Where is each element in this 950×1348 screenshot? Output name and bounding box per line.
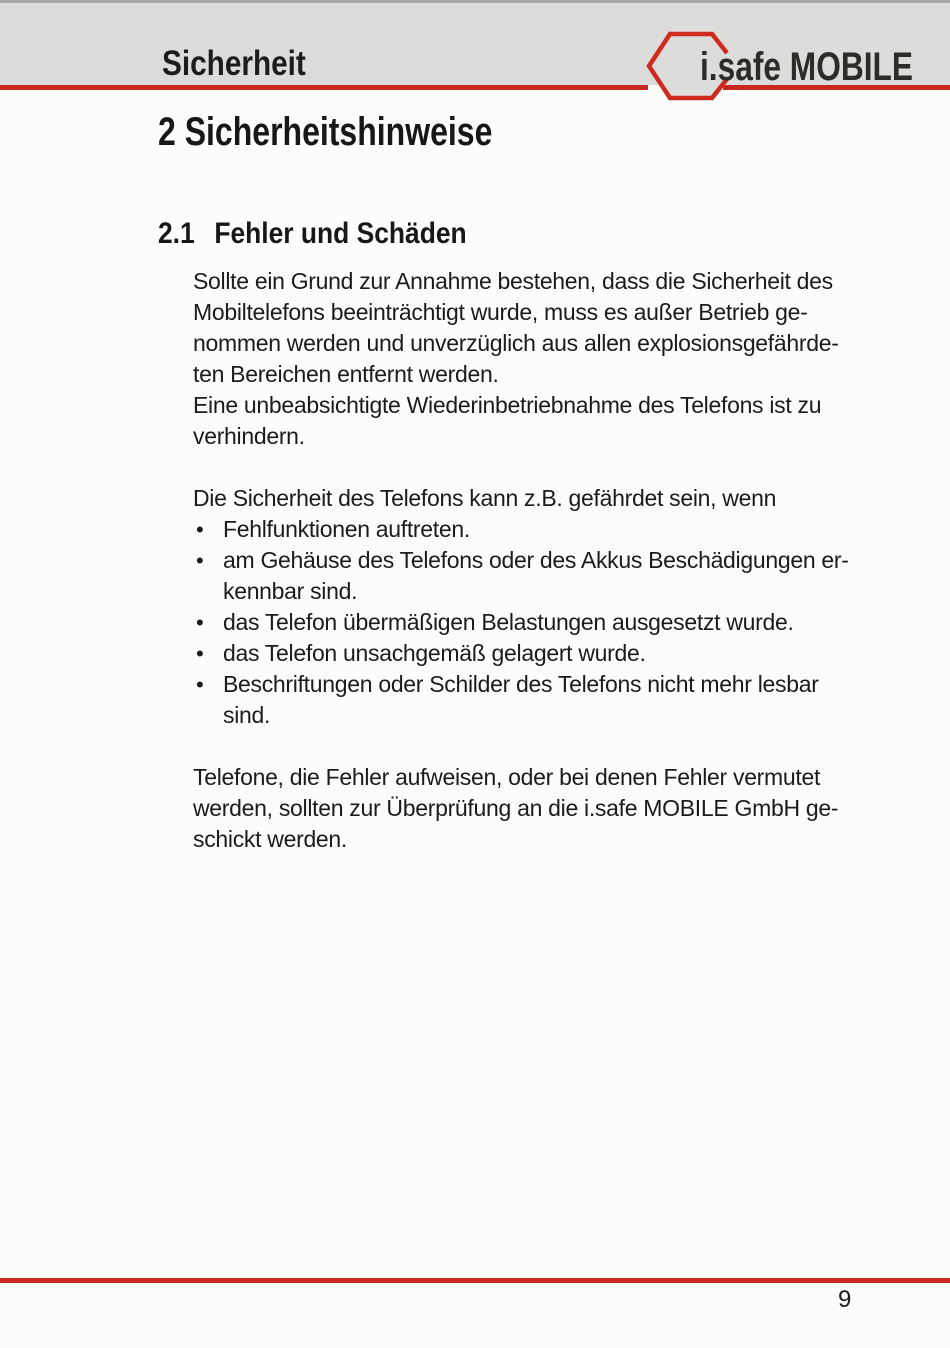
isafe-mobile-logo	[630, 25, 950, 115]
section-number: 2.1	[158, 217, 195, 250]
text-line: Sollte ein Grund zur Annahme bestehen, dass die Sicherheit des	[193, 268, 833, 294]
chapter-heading: 2 Sicherheitshinweise	[158, 110, 493, 154]
section-heading	[158, 219, 467, 249]
text-line: Mobiltelefons beeinträchtigt wurde, muss es außer Betrieb ge-	[193, 299, 808, 325]
bullet-item	[193, 514, 883, 545]
bullet-icon: •	[196, 548, 204, 573]
header-rule	[0, 85, 648, 90]
bullet-item	[193, 669, 883, 731]
bullet-line: das Telefon übermäßigen Belastungen ausgesetzt wurde.	[223, 609, 794, 635]
text-line: ten Bereichen entfernt werden.	[193, 361, 499, 387]
brand-text: i.safe MOBILE	[700, 45, 913, 89]
bullet-item	[193, 607, 883, 638]
section-title: Fehler und Schäden	[214, 217, 467, 250]
paragraph	[193, 266, 883, 452]
footer-rule	[0, 1278, 950, 1283]
text-line: verhindern.	[193, 423, 305, 449]
page-number: 9	[838, 1286, 852, 1313]
bullet-item	[193, 545, 883, 607]
text-line: Eine unbeabsichtigte Wiederinbetriebnahme des Telefons ist zu	[193, 392, 822, 418]
body-text	[193, 266, 883, 855]
bullet-icon: •	[196, 641, 204, 666]
paragraph	[193, 762, 883, 855]
bullet-list	[193, 514, 883, 731]
bullet-item	[193, 638, 883, 669]
bullet-icon: •	[196, 517, 204, 542]
bullet-line: am Gehäuse des Telefons oder des Akkus Beschädigungen er-	[223, 547, 849, 573]
text-line: nommen werden und unverzüglich aus allen explosionsgefährde-	[193, 330, 839, 356]
bullet-icon: •	[196, 610, 204, 635]
bullet-line: Beschriftungen oder Schilder des Telefons nicht mehr lesbar	[223, 671, 819, 697]
bullet-line: Fehlfunktionen auftreten.	[223, 516, 470, 542]
header-title: Sicherheit	[162, 44, 306, 83]
bullet-line: kennbar sind.	[223, 578, 358, 604]
bullet-line: sind.	[223, 702, 271, 728]
text-line: schickt werden.	[193, 826, 348, 852]
hazard-intro: Die Sicherheit des Telefons kann z.B. gefährdet sein, wenn	[193, 485, 777, 511]
text-line: werden, sollten zur Überprüfung an die i.safe MOBILE GmbH ge-	[193, 795, 839, 821]
isafe-hexagon-icon	[630, 25, 950, 115]
hazard-block	[193, 483, 883, 731]
bullet-line: das Telefon unsachgemäß gelagert wurde.	[223, 640, 646, 666]
text-line: Telefone, die Fehler aufweisen, oder bei denen Fehler vermutet	[193, 764, 821, 790]
bullet-icon: •	[196, 672, 204, 697]
